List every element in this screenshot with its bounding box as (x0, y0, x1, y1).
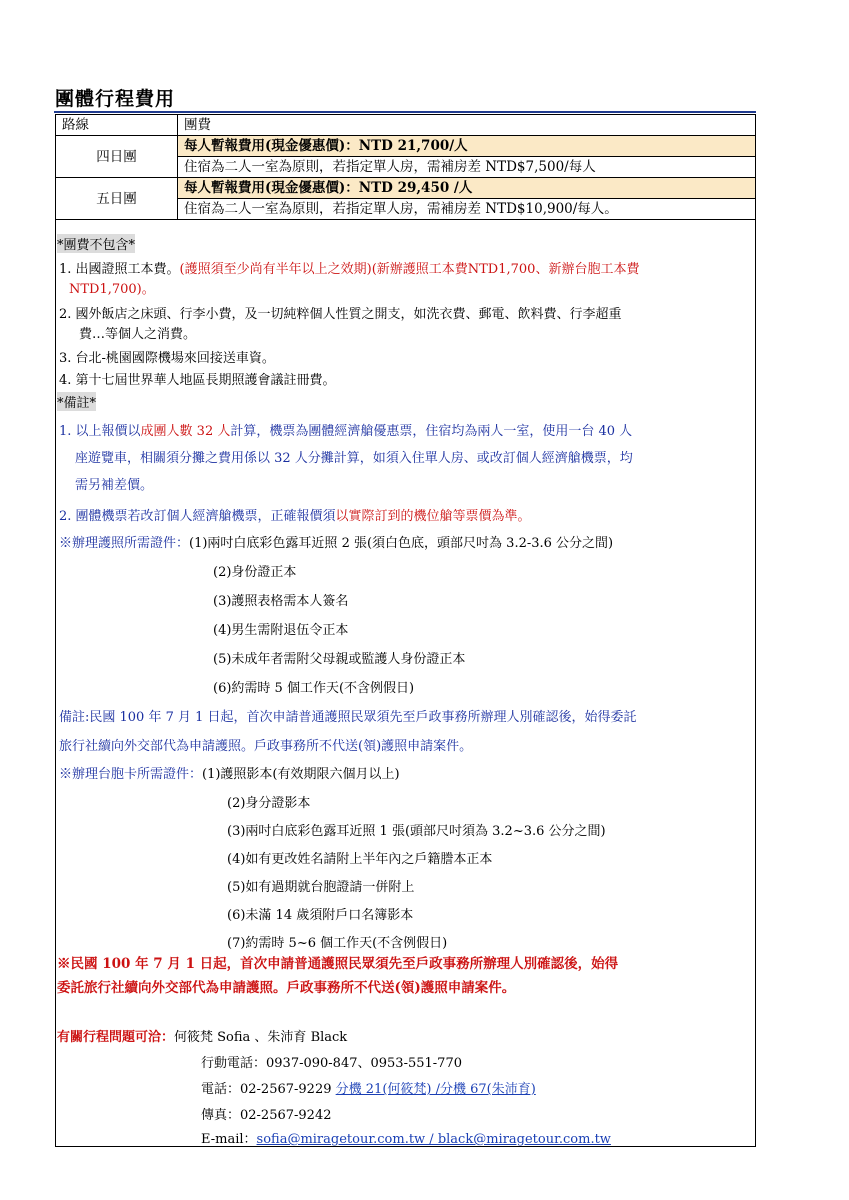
fee-table (55, 114, 756, 220)
remark-red-text: 成團人數 32 人 (140, 424, 231, 439)
route-cell: 四日團 (56, 136, 178, 178)
contact-fax: 傳真：02-2567-9242 (201, 1108, 332, 1123)
table-row (56, 136, 756, 157)
mtp-item: (3)兩吋白底彩色露耳近照 1 張(頭部尺吋須為 3.2~3.6 公分之間) (227, 824, 606, 839)
contact-email-link[interactable]: sofia@miragetour.com.tw / black@miragetour.com.tw (256, 1132, 611, 1147)
remark-text: 2. 團體機票若改訂個人經濟艙機票，正確報價須 (59, 509, 336, 524)
contact-phone-ext-link[interactable]: 分機 21(何筱梵) /分機 67(朱沛育) (335, 1082, 536, 1097)
excluded-item-2: 2. 國外飯店之床頭、行李小費，及一切純粹個人性質之開支，如洗衣費、郵電、飲料費、行李超重 (59, 307, 622, 322)
remark-text: 1. 以上報價以 (59, 424, 141, 439)
contact-phone (201, 1078, 536, 1097)
excluded-item-4: 4. 第十七屆世界華人地區長期照護會議註冊費。 (59, 373, 336, 388)
remarks-heading: *備註* (57, 392, 96, 411)
passport-item: (6)約需時 5 個工作天(不含例假日) (213, 681, 415, 696)
excluded-item-1-cont: NTD1,700)。 (69, 282, 155, 297)
remark-item-1-line3: 需另補差價。 (75, 478, 154, 493)
excluded-item-3: 3. 台北-桃園國際機場來回接送車資。 (59, 351, 275, 366)
price-cell: 每人暫報費用(現金優惠價)：NTD 21,700/人 (178, 136, 756, 157)
mtp-heading: ※辦理台胞卡所需證件： (59, 767, 203, 782)
mtp-section (59, 763, 400, 782)
mtp-item: (4)如有更改姓名請附上半年內之戶籍謄本正本 (227, 852, 493, 867)
table-header-row (56, 115, 756, 136)
contact-mobile: 行動電話：0937-090-847、0953-551-770 (201, 1056, 462, 1071)
passport-note-line2: 旅行社續向外交部代為申請護照。戶政事務所不代送(領)護照申請案件。 (59, 739, 473, 754)
passport-section (59, 532, 613, 551)
remark-red-text: 以實際訂到的機位艙等票價為準。 (335, 509, 531, 524)
page-title: 團體行程費用 (55, 88, 176, 110)
passport-heading: ※辦理護照所需證件： (59, 536, 190, 551)
passport-item: (3)護照表格需本人簽名 (213, 594, 349, 609)
mtp-item: (6)未滿 14 歲須附戶口名簿影本 (227, 908, 414, 923)
mtp-item: (2)身分證影本 (227, 796, 311, 811)
fee-header: 團費 (178, 115, 756, 136)
note-cell: 住宿為二人一室為原則，若指定單人房，需補房差 NTD$7,500/每人 (178, 157, 756, 178)
passport-item: (1)兩吋白底彩色露耳近照 2 張(須白色底，頭部尺吋為 3.2-3.6 公分之間) (189, 536, 614, 551)
excluded-item-red-text: (護照須至少尚有半年以上之效期)(新辦護照工本費NTD1,700、新辦台胞工本費 (179, 262, 640, 277)
route-cell: 五日團 (56, 178, 178, 220)
warning-line2: 委託旅行社續向外交部代為申請護照。戶政事務所不代送(領)護照申請案件。 (57, 980, 516, 996)
remark-item-1-line2: 座遊覽車，相關須分攤之費用係以 32 人分攤計算，如須入住單人房、或改訂個人經濟艙機票，均 (75, 451, 633, 466)
table-row (56, 178, 756, 199)
remark-text: 計算，機票為團體經濟艙優惠票，住宿均為兩人一室，使用一台 40 人 (230, 424, 633, 439)
contact-phone-number: 電話：02-2567-9229 (201, 1082, 336, 1097)
passport-item: (5)未成年者需附父母親或監護人身份證正本 (213, 652, 466, 667)
route-header: 路線 (56, 115, 178, 136)
warning-line1: ※民國 100 年 7 月 1 日起，首次申請普通護照民眾須先至戶政事務所辦理人別確認後，始得 (57, 956, 619, 972)
remark-item-1 (59, 420, 632, 439)
passport-item: (2)身份證正本 (213, 565, 297, 580)
mtp-item: (1)護照影本(有效期限六個月以上) (202, 767, 400, 782)
passport-note-line1: 備註:民國 100 年 7 月 1 日起，首次申請普通護照民眾須先至戶政事務所辦理人別確認後，始得委託 (59, 710, 637, 725)
contact-label: 有關行程問題可洽： (57, 1030, 175, 1045)
excluded-heading: *團費不包含* (57, 234, 135, 253)
contact-email (201, 1128, 611, 1147)
remark-item-2 (59, 505, 531, 524)
price-cell: 每人暫報費用(現金優惠價)：NTD 29,450 /人 (178, 178, 756, 199)
passport-item: (4)男生需附退伍令正本 (213, 623, 349, 638)
contact-names: 何筱梵 Sofia 、朱沛育 Black (174, 1030, 348, 1045)
note-cell: 住宿為二人一室為原則，若指定單人房，需補房差 NTD$10,900/每人。 (178, 199, 756, 220)
mtp-item: (5)如有過期就台胞證請一併附上 (227, 880, 415, 895)
excluded-item-1 (59, 258, 639, 277)
contact-section (57, 1026, 347, 1045)
excluded-item-text: 1. 出國證照工本費。 (59, 262, 180, 277)
contact-email-label: E-mail： (201, 1132, 257, 1147)
mtp-item: (7)約需時 5~6 個工作天(不含例假日) (227, 936, 448, 951)
excluded-item-2-cont: 費…等個人之消費。 (79, 327, 197, 342)
title-divider (54, 111, 756, 113)
